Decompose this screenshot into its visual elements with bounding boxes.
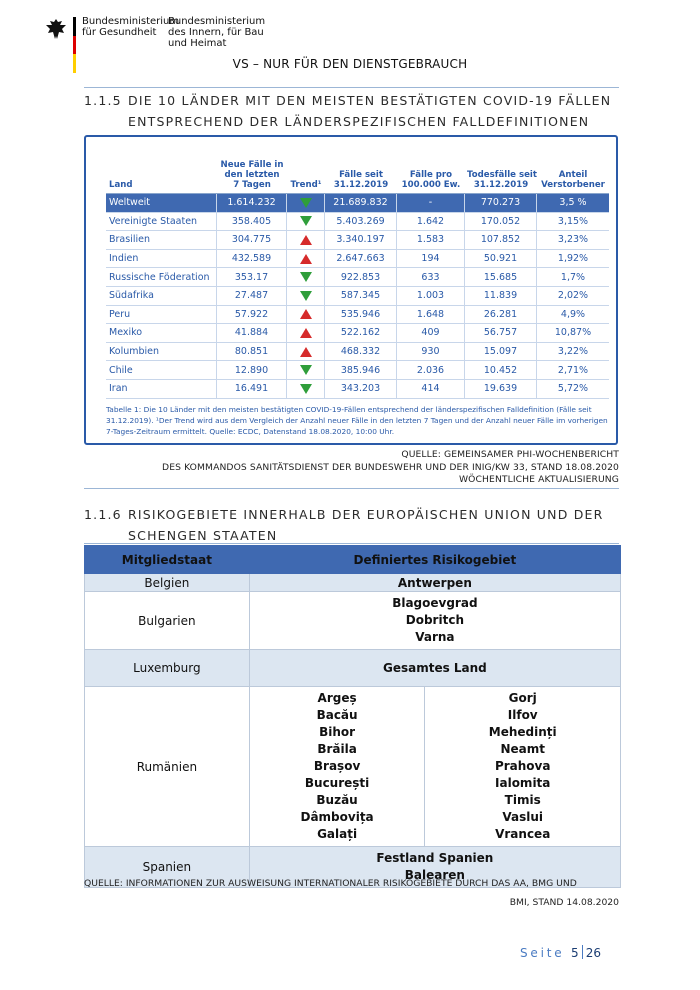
- source-line: WÖCHENTLICHE AKTUALISIERUNG: [459, 474, 619, 485]
- header-land: Land: [109, 180, 133, 190]
- cell-neue: 27.487: [217, 287, 287, 305]
- section-number: 1.1.5: [84, 93, 122, 108]
- header-new-cases: [217, 160, 287, 190]
- area-name: Galați: [317, 827, 358, 841]
- trend-down-icon: [300, 216, 312, 226]
- table-header-row: [106, 154, 609, 194]
- state-cell: Luxemburg: [85, 650, 250, 687]
- state-cell: Rumänien: [85, 687, 250, 847]
- trend-cell: [287, 194, 325, 212]
- state-cell: Bulgarien: [85, 592, 250, 650]
- header-death-share: [537, 170, 609, 190]
- table-row: [106, 306, 609, 325]
- ministry-health-line: Bundesministerium: [82, 16, 180, 27]
- section-1-source: [84, 449, 619, 487]
- cell-faelle: 522.162: [325, 324, 397, 342]
- ministry-interior-line: des Innern, für Bau: [168, 27, 264, 38]
- cell-anteil: 3,23%: [557, 234, 589, 246]
- table-row: [106, 287, 609, 306]
- area-name: Dâmbovița: [300, 810, 374, 824]
- cell-land: Russische Föderation: [106, 268, 217, 286]
- trend-down-icon: [300, 198, 312, 208]
- area-name: Timis: [504, 793, 541, 807]
- cell-anteil: 1,7%: [560, 271, 586, 283]
- header-line: Verstorbener: [541, 180, 605, 190]
- cell-land: Indien: [106, 250, 217, 268]
- section-divider: [84, 87, 619, 88]
- cell-tod: 10.452: [465, 361, 537, 379]
- section-2-title: [84, 504, 644, 546]
- table-row: [85, 574, 621, 592]
- trend-up-icon: [300, 254, 312, 264]
- area-name: Argeș: [317, 691, 357, 705]
- area-cell: [425, 687, 621, 847]
- state-cell: Belgien: [85, 574, 250, 592]
- cell-anteil: 3,22%: [557, 346, 589, 358]
- table-row: [106, 380, 609, 399]
- area-name: București: [304, 776, 370, 790]
- ministry-health-name: [82, 16, 179, 38]
- trend-cell: [287, 287, 325, 305]
- cell-neue: 57.922: [217, 306, 287, 324]
- cell-tod: 11.839: [465, 287, 537, 305]
- trend-cell: [287, 268, 325, 286]
- total-pages: 26: [585, 946, 601, 960]
- cell-neue: 80.851: [217, 343, 287, 361]
- header-line: Fälle pro: [409, 170, 453, 180]
- header-member-state: Mitgliedstaat: [85, 546, 250, 574]
- area-name: Prahova: [494, 759, 551, 773]
- area-name: Gorj: [508, 691, 537, 705]
- cell-faelle: 2.647.663: [325, 250, 397, 268]
- cell-neue: 12.890: [217, 361, 287, 379]
- trend-cell: [287, 361, 325, 379]
- header-line: Neue Fälle in: [220, 160, 284, 170]
- table-row: [106, 343, 609, 362]
- cell-tod: 56.757: [465, 324, 537, 342]
- cell-faelle: 3.340.197: [325, 231, 397, 249]
- cell-pro: -: [397, 194, 465, 212]
- area-name: Vrancea: [495, 827, 551, 841]
- cell-neue: 353.17: [217, 268, 287, 286]
- cell-tod: 107.852: [465, 231, 537, 249]
- ministry-health-line: für Gesundheit: [82, 27, 157, 38]
- cell-faelle: 587.345: [325, 287, 397, 305]
- cell-tod: 26.281: [465, 306, 537, 324]
- area-name: Bihor: [319, 725, 356, 739]
- header-line: den letzten: [224, 170, 280, 180]
- trend-up-icon: [300, 309, 312, 319]
- trend-up-icon: [300, 347, 312, 357]
- table-1-caption: Tabelle 1: Die 10 Länder mit den meisten bestätigten COVID-19-Fällen entsprechend der länderspezifischen Falldefinition (Fälle seit 31.12.2019). ¹Der Trend wird aus dem Vergleich der Anzahl neuer Fälle in den letzten 7 Tagen und der Anzahl neuer Fälle im vorherigen 7-Tages-Zeitraum ermittelt. Quelle: ECDC, Datenstand 18.08.2020, 10:00 Uhr.: [106, 405, 608, 436]
- cell-anteil: 2,71%: [557, 364, 589, 376]
- covid-countries-table: [106, 154, 609, 399]
- cell-pro: 1.648: [397, 306, 465, 324]
- area-name: Varna: [415, 630, 455, 644]
- classification-label: VS – NUR FÜR DEN DIENSTGEBRAUCH: [232, 57, 468, 71]
- cell-pro: 1.583: [397, 231, 465, 249]
- table-row: [106, 324, 609, 343]
- header-line: 31.12.2019: [473, 180, 529, 190]
- trend-cell: [287, 213, 325, 231]
- cell-anteil: 2,02%: [557, 290, 589, 302]
- cell-pro: 414: [397, 380, 465, 398]
- cell-tod: 19.639: [465, 380, 537, 398]
- section-divider: [84, 543, 619, 544]
- table-body: [106, 194, 609, 399]
- area-name: Mehedinți: [488, 725, 557, 739]
- area-name: Buzău: [316, 793, 358, 807]
- section-divider: [84, 488, 619, 489]
- cell-anteil: 3,5 %: [559, 197, 587, 209]
- state-cell: Spanien: [85, 847, 250, 888]
- header-trend: Trend¹: [290, 180, 322, 190]
- cell-pro: 409: [397, 324, 465, 342]
- section-title-line: SCHENGEN STAATEN: [128, 528, 278, 543]
- area-name: Festland Spanien: [376, 851, 494, 865]
- source-line: QUELLE: GEMEINSAMER PHI-WOCHENBERICHT: [401, 449, 619, 460]
- trend-cell: [287, 250, 325, 268]
- table-header-row: [85, 546, 621, 574]
- header-line: 100.000 Ew.: [401, 180, 461, 190]
- cell-neue: 41.884: [217, 324, 287, 342]
- header-line: Anteil: [558, 170, 588, 180]
- cell-faelle: 385.946: [325, 361, 397, 379]
- cell-land: Südafrika: [106, 287, 217, 305]
- header-cases-since: [325, 170, 397, 190]
- cell-faelle: 21.689.832: [325, 194, 397, 212]
- cell-tod: 170.052: [465, 213, 537, 231]
- table-row: [106, 268, 609, 287]
- area-name: Vaslui: [502, 810, 544, 824]
- section-2-source: [84, 874, 619, 912]
- area-name: Blagoevgrad: [392, 596, 478, 610]
- area-cell: Gesamtes Land: [249, 650, 620, 687]
- section-title-line: ENTSPRECHEND DER LÄNDERSPEZIFISCHEN FALLDEFINITIONEN: [128, 114, 590, 129]
- cell-tod: 15.097: [465, 343, 537, 361]
- area-cell: [249, 592, 620, 650]
- current-page: 5: [571, 946, 579, 960]
- cell-neue: 304.775: [217, 231, 287, 249]
- cell-land: Iran: [106, 380, 217, 398]
- table-row: [106, 213, 609, 232]
- cell-land: Weltweit: [106, 194, 217, 212]
- header-cases-per-100k: [397, 170, 465, 190]
- cell-pro: 1.003: [397, 287, 465, 305]
- page-number: [520, 945, 601, 960]
- trend-down-icon: [300, 384, 312, 394]
- risk-areas-table: [84, 545, 621, 888]
- page-label: Seite: [520, 946, 565, 960]
- cell-tod: 15.685: [465, 268, 537, 286]
- trend-cell: [287, 343, 325, 361]
- cell-anteil: 3,15%: [557, 215, 589, 227]
- trend-up-icon: [300, 328, 312, 338]
- cell-anteil: 10,87%: [554, 327, 592, 339]
- cell-anteil: 5,72%: [557, 383, 589, 395]
- cell-tod: 50.921: [465, 250, 537, 268]
- header-risk-area: Definiertes Risikogebiet: [249, 546, 620, 574]
- cell-land: Kolumbien: [106, 343, 217, 361]
- ministry-interior-line: und Heimat: [168, 38, 227, 49]
- cell-neue: 1.614.232: [217, 194, 287, 212]
- cell-land: Peru: [106, 306, 217, 324]
- cell-faelle: 468.332: [325, 343, 397, 361]
- source-line: QUELLE: INFORMATIONEN ZUR AUSWEISUNG INTERNATIONALER RISIKOGEBIETE DURCH DAS AA, BMG UND: [84, 878, 577, 889]
- section-number: 1.1.6: [84, 507, 122, 522]
- cell-faelle: 535.946: [325, 306, 397, 324]
- trend-cell: [287, 380, 325, 398]
- area-name: Balearen: [404, 868, 465, 882]
- cell-pro: 194: [397, 250, 465, 268]
- area-name: Brașov: [313, 759, 361, 773]
- table-row: [85, 650, 621, 687]
- cell-faelle: 922.853: [325, 268, 397, 286]
- area-name: Bacău: [316, 708, 358, 722]
- section-title-line: DIE 10 LÄNDER MIT DEN MEISTEN BESTÄTIGTEN COVID-19 FÄLLEN: [128, 93, 612, 108]
- cell-pro: 633: [397, 268, 465, 286]
- cell-faelle: 343.203: [325, 380, 397, 398]
- area-cell: Antwerpen: [249, 574, 620, 592]
- cell-anteil: 1,92%: [557, 253, 589, 265]
- cell-neue: 432.589: [217, 250, 287, 268]
- federal-eagle-icon: [44, 17, 68, 41]
- cell-land: Chile: [106, 361, 217, 379]
- table-row: [85, 592, 621, 650]
- cell-pro: 930: [397, 343, 465, 361]
- area-name: Ilfov: [507, 708, 538, 722]
- cell-pro: 2.036: [397, 361, 465, 379]
- table-row: [106, 194, 609, 213]
- header-line: Todesfälle seit: [467, 170, 537, 180]
- page-separator: [582, 945, 583, 959]
- cell-neue: 16.491: [217, 380, 287, 398]
- area-cell: [249, 687, 425, 847]
- trend-cell: [287, 231, 325, 249]
- area-name: Ialomita: [495, 776, 551, 790]
- table-row: [106, 231, 609, 250]
- area-name: Dobritch: [405, 613, 464, 627]
- cell-tod: 770.273: [465, 194, 537, 212]
- trend-down-icon: [300, 365, 312, 375]
- table-row: [106, 250, 609, 269]
- trend-cell: [287, 324, 325, 342]
- header-line: 31.12.2019: [333, 180, 389, 190]
- source-line: DES KOMMANDOS SANITÄTSDIENST DER BUNDESWEHR UND DER INIG/KW 33, STAND 18.08.2020: [162, 461, 619, 473]
- source-line: BMI, STAND 14.08.2020: [509, 897, 619, 908]
- table-row: [106, 361, 609, 380]
- trend-cell: [287, 306, 325, 324]
- header-deaths: [465, 170, 537, 190]
- ministry-interior-line: Bundesministerium: [168, 16, 266, 27]
- area-name: Neamt: [500, 742, 545, 756]
- area-name: Brăila: [317, 742, 357, 756]
- table-row: [85, 687, 621, 847]
- cell-pro: 1.642: [397, 213, 465, 231]
- cell-neue: 358.405: [217, 213, 287, 231]
- cell-land: Vereinigte Staaten: [106, 213, 217, 231]
- header-line: Fälle seit: [339, 170, 383, 180]
- cell-land: Mexiko: [106, 324, 217, 342]
- trend-up-icon: [300, 235, 312, 245]
- cell-faelle: 5.403.269: [325, 213, 397, 231]
- section-1-title: [84, 90, 624, 132]
- header-line: 7 Tagen: [233, 180, 271, 190]
- trend-down-icon: [300, 272, 312, 282]
- cell-anteil: 4,9%: [560, 308, 586, 320]
- ministry-interior-name: [168, 16, 265, 49]
- trend-down-icon: [300, 291, 312, 301]
- section-title-line: RISIKOGEBIETE INNERHALB DER EUROPÄISCHEN UNION UND DER: [128, 507, 604, 522]
- cell-land: Brasilien: [106, 231, 217, 249]
